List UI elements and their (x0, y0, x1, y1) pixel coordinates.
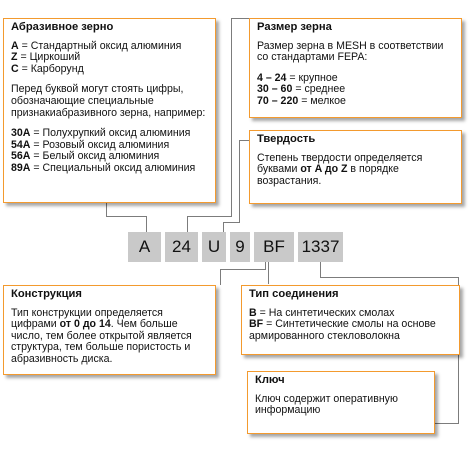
grain-size-description: Размер зерна в MESH в соответствии со стандартами FEPA: (257, 39, 444, 64)
code-key: 1337 (298, 232, 343, 262)
abrasive-grain-box (3, 18, 216, 203)
bond-type-box (241, 285, 460, 355)
construction-description: Тип конструкции определяется цифрами от 0 до 14. Чем больше число, тем более открытой является структура, тем больше пористость и абразивность диска. (11, 306, 192, 365)
connector-hardness (239, 140, 249, 141)
code-hardness: U (202, 232, 226, 262)
abrasive-description: Перед буквой могут стоять цифры, обозначающие специальные признакиабразивного зерна, например: (11, 83, 206, 119)
key-box (247, 371, 435, 434)
hardness-title: Твердость (257, 133, 316, 145)
abrasive-item: A = Стандартный оксид алюминия (11, 39, 182, 52)
abrasive-grain-title: Абразивное зерно (11, 21, 114, 33)
grain-size-item: 4 – 24 = крупное (257, 71, 338, 84)
construction-title: Конструкция (11, 288, 82, 300)
connector-grain (187, 216, 188, 232)
code-grain-size: 24 (165, 232, 198, 262)
abrasive-example: 89A = Специальный оксид алюминия (11, 161, 196, 174)
connector-key (435, 423, 459, 424)
connector-abrasive (106, 216, 146, 217)
connector-key (320, 277, 458, 278)
abrasive-example: 54A = Розовый оксид алюминия (11, 138, 170, 151)
grain-size-box (249, 18, 462, 118)
connector-hardness (223, 222, 239, 223)
grain-size-title: Размер зерна (257, 21, 332, 33)
code-construction: 9 (230, 232, 250, 262)
grain-size-item: 70 – 220 = мелкое (257, 94, 346, 107)
connector-construction (220, 269, 266, 270)
abrasive-example: 30A = Полухрупкий оксид алюминия (11, 127, 191, 140)
key-title: Ключ (255, 374, 285, 386)
connector-construction (220, 269, 221, 285)
connector-abrasive (146, 216, 147, 232)
connector-hardness (239, 140, 240, 223)
abrasive-example: 56A = Белый оксид алюминия (11, 150, 160, 163)
connector-hardness (223, 222, 224, 232)
abrasive-item: C = Карборунд (11, 62, 84, 75)
bond-type-item: BF = Синтетические смолы на основе армированного стекловолокна (249, 318, 436, 342)
hardness-box (249, 130, 462, 204)
connector-bond (268, 262, 269, 284)
connector-grain (231, 18, 249, 19)
code-abrasive: A (128, 232, 161, 262)
abrasive-item: Z = Циркоший (11, 51, 81, 64)
connector-grain (187, 216, 231, 217)
key-description: Ключ содержит оперативную информацию (255, 392, 398, 417)
hardness-description: Степень твердости определяется буквами от A до Z в порядке возрастания. (257, 151, 423, 187)
grain-size-item: 30 – 60 = среднее (257, 83, 346, 96)
connector-abrasive (106, 202, 107, 216)
construction-box (3, 285, 216, 375)
connector-grain (231, 18, 232, 217)
connector-key (320, 262, 321, 278)
code-bond: BF (254, 232, 294, 262)
bond-type-item: B = На синтетических смолах (249, 306, 395, 319)
bond-type-title: Тип соединения (249, 288, 339, 300)
